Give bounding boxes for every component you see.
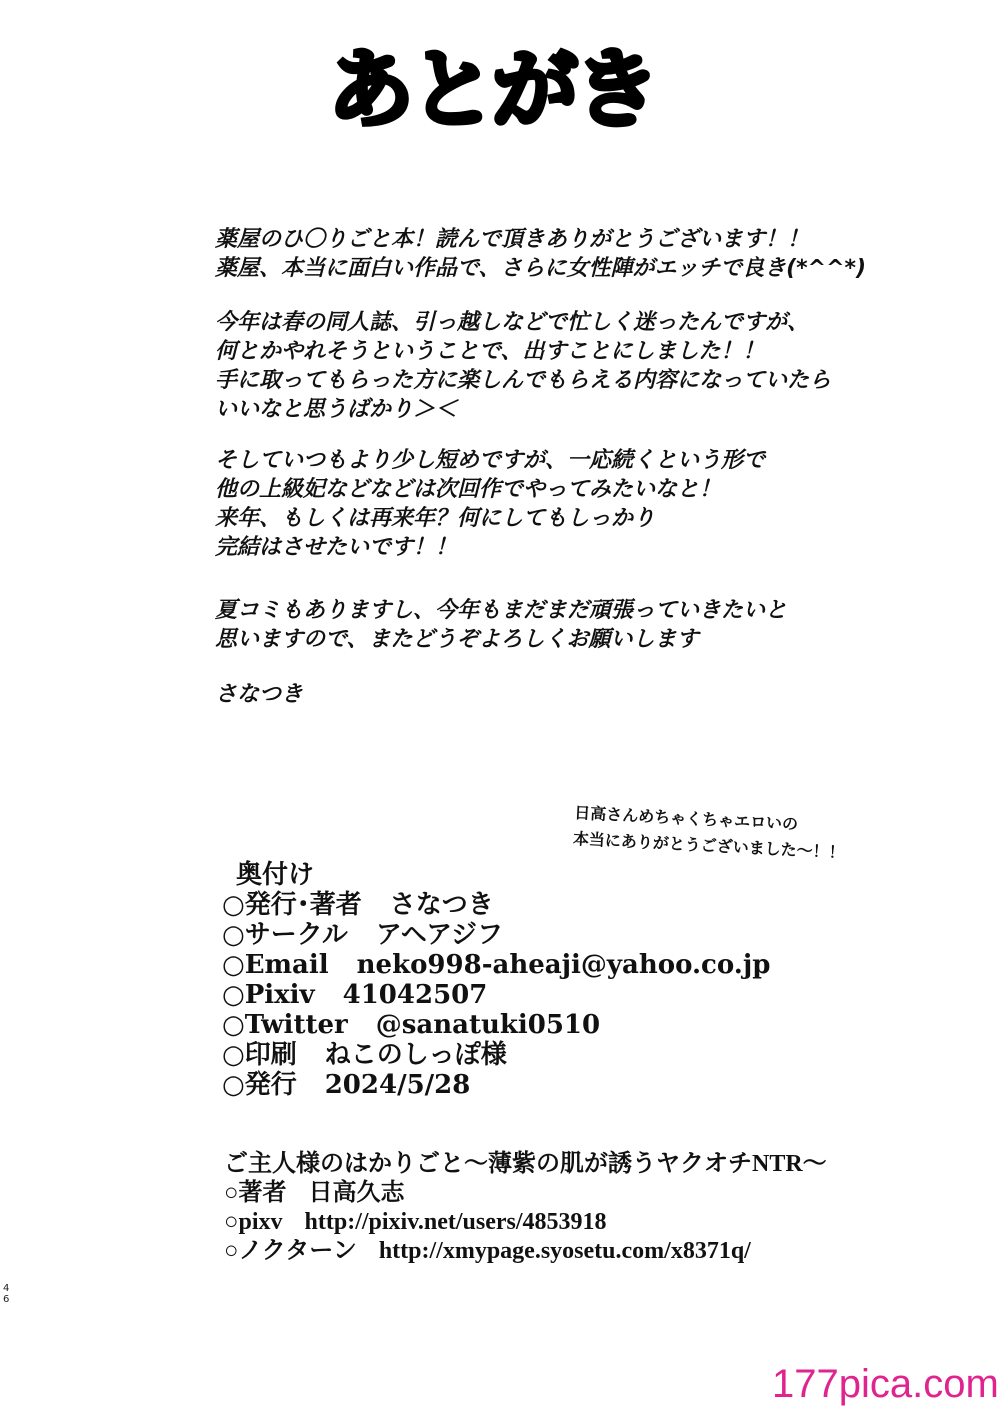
row-label: Twitter xyxy=(244,1010,348,1040)
publish-date: 2024/5/28 xyxy=(324,1070,471,1100)
row-value: アヘアジフ xyxy=(375,920,504,950)
afterword-paragraph-2 xyxy=(215,308,915,424)
row-label: 著者 xyxy=(238,1180,287,1206)
circle-bullet-icon: ○ xyxy=(222,980,245,1010)
text-line: 薬屋のひ〇りごと本！読んで頂きありがとうございます！！ xyxy=(215,227,810,252)
text-line: いいなと思うばかり＞＜ xyxy=(215,397,458,422)
row-label: サークル xyxy=(244,920,348,950)
row-label: 発行･著者 xyxy=(244,890,362,920)
circle-bullet-icon: ○ xyxy=(224,1180,239,1206)
colophon-row-circle xyxy=(222,920,782,950)
row-label: pixv xyxy=(238,1209,283,1235)
page-number-digit: 4 xyxy=(3,1283,10,1294)
nocturne-url[interactable]: http://xmypage.syosetu.com/x8371q/ xyxy=(378,1238,751,1264)
text-line: 他の上級妃などなどは次回作でやってみたいなと！ xyxy=(215,477,722,502)
work-title-text: ご主人様のはかりごと〜薄紫の肌が誘うヤクオチNTR〜 xyxy=(224,1151,827,1177)
page-number-digit: 6 xyxy=(3,1294,10,1305)
circle-bullet-icon: ○ xyxy=(222,1040,245,1070)
row-label: 印刷 xyxy=(244,1040,297,1070)
text-line: 薬屋、本当に面白い作品で、さらに女性陣がエッチで良き(*^^*) xyxy=(215,256,867,281)
text-line: 思いますので、またどうぞよろしくお願いします xyxy=(215,627,699,652)
text-line: そしていつもより少し短めですが、一応続くという形で xyxy=(215,448,766,473)
row-value: 41042507 xyxy=(342,980,488,1010)
credit-row-nocturne xyxy=(224,1237,844,1266)
text-line: 来年、もしくは再来年？何にしてもしっかり xyxy=(215,506,656,531)
credit-row-pixiv xyxy=(224,1208,844,1237)
note-line: 日高さんめちゃくちゃエロいの xyxy=(573,802,799,834)
circle-bullet-icon: ○ xyxy=(222,1010,245,1040)
work-title xyxy=(224,1150,844,1179)
text-line: 手に取ってもらった方に楽しんでもらえる内容になっていたら xyxy=(215,368,832,393)
row-value: 日高久志 xyxy=(308,1180,405,1206)
signature: さなつき xyxy=(215,682,304,707)
row-label: Email xyxy=(244,950,329,980)
pixiv-url[interactable]: http://pixiv.net/users/4853918 xyxy=(304,1209,607,1235)
circle-bullet-icon: ○ xyxy=(222,950,245,980)
text-line: 今年は春の同人誌、引っ越しなどで忙しく迷ったんですが、 xyxy=(215,310,810,335)
twitter-handle: @sanatuki0510 xyxy=(375,1010,601,1040)
page-number xyxy=(3,1283,13,1305)
colophon-row-pixiv xyxy=(222,980,782,1010)
circle-bullet-icon: ○ xyxy=(222,920,245,950)
email-link[interactable]: neko998-aheaji@yahoo.co.jp xyxy=(356,950,771,980)
note-line: 本当にありがとうございました〜！！ xyxy=(572,828,846,863)
watermark: 177pica.com xyxy=(772,1362,999,1406)
colophon-heading: 奥付け xyxy=(236,860,315,890)
circle-bullet-icon: ○ xyxy=(222,1070,245,1100)
colophon-row-publisher xyxy=(222,890,782,920)
text-line: 何とかやれそうということで、出すことにしました！！ xyxy=(215,339,765,364)
text-line: 完結はさせたいです！！ xyxy=(215,535,458,560)
colophon-row-twitter xyxy=(222,1010,782,1040)
page-title: あとがき xyxy=(328,40,656,140)
colophon-row-date xyxy=(222,1070,782,1100)
row-value: ねこのしっぽ様 xyxy=(324,1040,507,1070)
row-label: 発行 xyxy=(244,1070,297,1100)
colophon xyxy=(222,860,782,1100)
circle-bullet-icon: ○ xyxy=(224,1238,239,1264)
circle-bullet-icon: ○ xyxy=(224,1209,239,1235)
credit-row-author xyxy=(224,1179,844,1208)
afterword-paragraph-4 xyxy=(215,596,915,654)
circle-bullet-icon: ○ xyxy=(222,890,245,920)
colophon-row-email xyxy=(222,950,782,980)
afterword-signature xyxy=(215,680,915,709)
row-label: ノクターン xyxy=(238,1238,357,1264)
text-line: 夏コミもありますし、今年もまだまだ頑張っていきたいと xyxy=(215,598,788,623)
colophon-row-printer xyxy=(222,1040,782,1070)
original-work-credit xyxy=(224,1150,844,1266)
afterword-paragraph-1 xyxy=(215,225,915,283)
row-value: さなつき xyxy=(389,890,494,920)
row-label: Pixiv xyxy=(244,980,315,1010)
afterword-paragraph-3 xyxy=(215,446,915,562)
